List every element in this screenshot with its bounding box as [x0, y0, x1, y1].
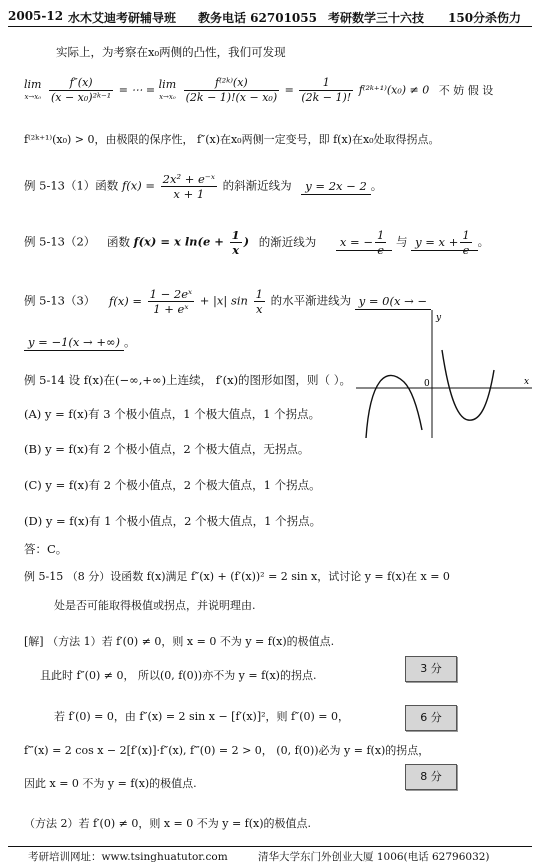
footer-site: 考研培训网址：www.tsinghuatutor.com [28, 851, 228, 863]
score-box-8: 8 分 [405, 764, 457, 790]
score-box-3: 3 分 [405, 656, 457, 682]
ex1-answer: y = 2x − 2 [301, 179, 371, 195]
solution-line-1: [解] （方法 1）若 f′(0) ≠ 0，则 x = 0 不为 y = f(x)的极值点. [24, 635, 335, 648]
solution-line-4: f‴(x) = 2 cos x − 2[f′(x)]·f″(x), f‴(0) = 2 > 0， (0, f(0))必为 y = f(x)的拐点， [24, 744, 430, 757]
continuation-line: f⁽²ᵏ⁺¹⁾(x₀) > 0，由极限的保序性， f″(x)在x₀两侧一定变号，即 f(x)在x₀处取得拐点。 [24, 133, 440, 146]
option-a: (A) y = f(x)有 3 个极小值点，1 个极大值点，1 个拐点。 [24, 407, 321, 421]
limit-tail: f⁽²ᵏ⁺¹⁾(x₀) ≠ 0 [358, 83, 430, 97]
limit-eq-dots: = ⋯ = [118, 83, 156, 97]
ex2-answer-1: x = − $\frac{1}{e}$ [336, 235, 392, 251]
x-axis-label: x [524, 377, 530, 387]
ex3-sin-frac: $\frac{1}{x}$ [255, 287, 263, 316]
header-phone: 教务电话 62701055 [198, 11, 317, 25]
example-5-13-2: 例 5-13（2） 函数 f(x) = x ln(e + $\frac{1}{x}$ ) 的渐近线为 x = − $\frac{1}{e}$ 与 y = x + $\frac{1}{e}$ 。 [24, 228, 490, 257]
ex3-answer-line-2: y = −1(x → +∞) 。 [24, 334, 136, 350]
limit-eq: = [284, 83, 294, 97]
ex2-answer-2: y = x + $\frac{1}{e}$ [411, 235, 478, 251]
ex2-func-frac: $\frac{1}{x}$ [231, 228, 240, 257]
answer-text: 答：C。 [24, 542, 68, 556]
footer-address: 清华大学东门外创业大厦 1006(电话 62796032) [258, 851, 490, 863]
solution-line-3: 若 f′(0) = 0，由 f″(x) = 2 sin x − [f′(x)]²，则 f″(0) = 0， [54, 710, 349, 723]
header-slogan: 150分杀伤力 [448, 11, 522, 25]
curve-right [442, 350, 494, 420]
curve-left [366, 375, 422, 438]
limit-frac-2: $\frac{\text{f⁽²ᵏ⁾(x)}}{\text{(2k − 1)!(x − x₀)}}$ [185, 76, 278, 104]
solution-line-5: 因此 x = 0 不为 y = f(x)的极值点. [24, 777, 197, 790]
ex3-fraction: $\frac{\text{1 − 2eˣ}}{\text{1 + eˣ}}$ [149, 287, 193, 316]
ex3-answer-2: y = −1(x → +∞) [24, 335, 124, 351]
example-5-14-stem: 例 5-14 设 f(x)在(−∞,+∞)上连续， f′(x)的图形如图，则（ ）。 [24, 373, 351, 387]
page-header [8, 6, 532, 27]
option-d: (D) y = f(x)有 1 个极小值点，2 个极大值点，1 个拐点。 [24, 514, 322, 528]
solution-line-6: （方法 2）若 f′(0) ≠ 0，则 x = 0 不为 y = f(x)的极值点. [24, 817, 312, 830]
limit-formula [24, 76, 493, 105]
y-axis-label: y [436, 313, 442, 323]
option-c: (C) y = f(x)有 2 个极小值点，2 个极大值点，1 个拐点。 [24, 478, 321, 492]
ex1-fraction: $\frac{\text{2x² + e⁻ˣ}}{x + 1}$ [162, 172, 215, 201]
example-5-13-3: 例 5-13（3） f(x) = $\frac{\text{1 − 2eˣ}}{\text{1 + eˣ}}$ + |x| sin $\frac{1}{x}$ 的水平渐进线为 y = 0(x → − [24, 287, 431, 316]
derivative-graph [356, 310, 532, 438]
header-org: 水木艾迪考研辅导班 [68, 11, 177, 25]
example-5-13-1: 例 5-13（1）函数 f(x) = $\frac{\text{2x² + e⁻ˣ}}{x + 1}$ 的斜渐近线为 y = 2x − 2 。 [24, 172, 383, 201]
score-box-6: 6 分 [405, 705, 457, 731]
example-5-15-stem: 例 5-15 （8 分）设函数 f(x)满足 f″(x) + (f′(x))² = 2 sin x，试讨论 y = f(x)在 x = 0 [24, 570, 450, 583]
header-course: 考研数学三十六技 [328, 11, 425, 25]
intro-text: 实际上，为考察在x₀两侧的凸性，我们可发现 [56, 45, 286, 59]
limit-frac-1: $\frac{f''(x)}{\text{(x − x₀)²ᵏ⁻¹}}$ [50, 76, 112, 104]
page-footer [8, 846, 532, 863]
lim-operator: lim x→x₀ [24, 77, 42, 101]
header-date: 2005-12 [8, 9, 64, 23]
origin-label: 0 [424, 379, 430, 389]
limit-frac-3: $\frac{1}{(2k - 1)!}$ [301, 76, 352, 104]
ex3-answer-1: y = 0(x → − [355, 294, 431, 310]
solution-line-2: 且此时 f″(0) ≠ 0， 所以(0, f(0))亦不为 y = f(x)的拐点. [40, 669, 317, 682]
example-5-15-stem-2: 处是否可能取得极值或拐点，并说明理由. [54, 599, 256, 612]
option-b: (B) y = f(x)有 2 个极小值点，2 个极大值点，无拐点。 [24, 442, 310, 456]
lim-operator-2: lim x→x₀ [158, 77, 177, 101]
limit-tail-text: 不 妨 假 设 [438, 83, 494, 97]
